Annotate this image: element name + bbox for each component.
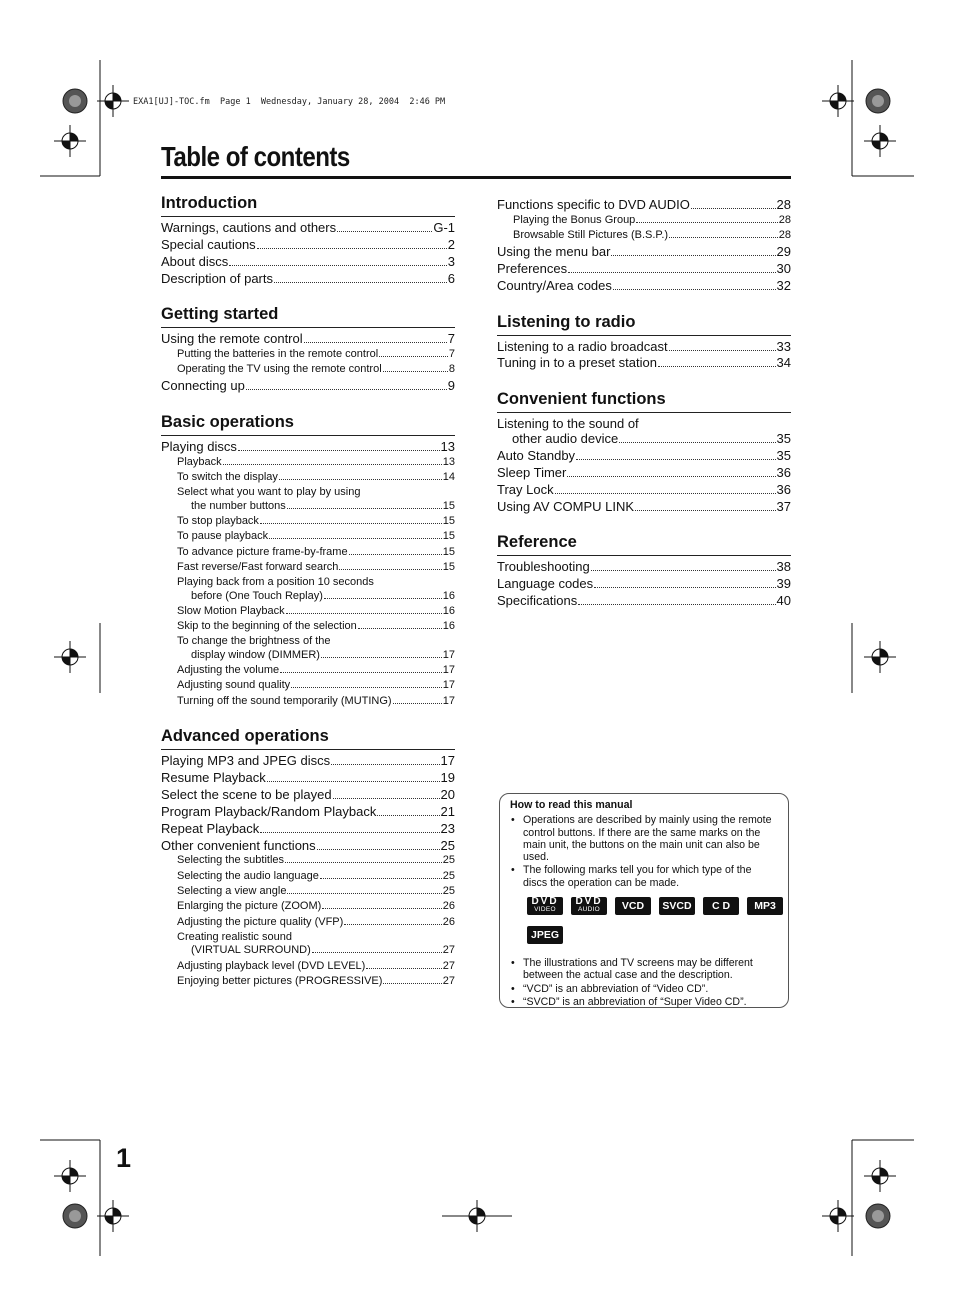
dot-leader bbox=[260, 523, 442, 524]
dot-leader bbox=[344, 924, 441, 925]
toc-entry-text: To switch the display bbox=[177, 470, 278, 483]
disc-badge-label: SVCD bbox=[662, 899, 692, 912]
dot-leader bbox=[669, 350, 776, 351]
dot-leader bbox=[669, 237, 778, 238]
toc-entry bbox=[497, 355, 791, 370]
toc-entry-page: 32 bbox=[776, 278, 791, 294]
toc-entry-text: Tuning in to a preset station bbox=[497, 355, 657, 371]
dot-leader bbox=[358, 628, 442, 629]
toc-entry-text: Adjusting playback level (DVD LEVEL) bbox=[177, 959, 366, 972]
toc-entry bbox=[497, 499, 791, 514]
toc-entry-page: 27 bbox=[442, 974, 455, 987]
toc-entry-text: Country/Area codes bbox=[497, 278, 612, 294]
toc-entry-page: 34 bbox=[776, 355, 791, 371]
toc-entry bbox=[161, 960, 455, 973]
toc-entry bbox=[497, 229, 791, 242]
disc-badge-dvd-video bbox=[527, 897, 563, 915]
toc-entry-text: Selecting a view angle bbox=[177, 885, 287, 898]
toc-entry-text-first-line: Listening to the sound of bbox=[497, 415, 639, 431]
toc-entry bbox=[497, 576, 791, 591]
toc-entry-text: Listening to a radio broadcast bbox=[497, 338, 668, 354]
toc-entry-page: 2 bbox=[447, 236, 455, 252]
disc-badge-vcd bbox=[615, 897, 651, 915]
toc-entry bbox=[497, 416, 791, 447]
toc-entry-page: 33 bbox=[776, 338, 791, 354]
toc-entry bbox=[161, 363, 455, 376]
toc-entry-text: To stop playback bbox=[177, 514, 259, 527]
toc-entry bbox=[161, 605, 455, 618]
toc-entry bbox=[161, 838, 455, 853]
toc-entry bbox=[161, 679, 455, 692]
toc-entry-text: Adjusting the volume bbox=[177, 664, 280, 677]
dot-leader bbox=[349, 554, 442, 555]
toc-entry bbox=[161, 753, 455, 768]
section-heading: Advanced operations bbox=[161, 727, 455, 750]
toc-entry bbox=[161, 854, 455, 867]
toc-entry-page: 23 bbox=[440, 820, 455, 836]
toc-entries bbox=[497, 416, 791, 514]
toc-entry-page: 35 bbox=[776, 447, 791, 463]
how-to-bullet: • The illustrations and TV screens may be different between the actual case and the description. bbox=[510, 957, 778, 982]
toc-entry-text: Select the scene to be played bbox=[161, 786, 332, 802]
toc-entry-page: 25 bbox=[442, 854, 455, 867]
toc-entry-second-line bbox=[497, 431, 791, 446]
dot-leader bbox=[337, 231, 432, 232]
toc-entry-page: 7 bbox=[447, 330, 455, 346]
toc-entry bbox=[161, 271, 455, 286]
toc-entry-text: the number buttons bbox=[191, 499, 286, 512]
dot-leader bbox=[568, 272, 775, 273]
toc-entry-page: 7 bbox=[448, 347, 455, 360]
section-heading: Listening to radio bbox=[497, 313, 791, 336]
dot-leader bbox=[274, 282, 447, 283]
toc-entry-text: Preferences bbox=[497, 261, 568, 277]
dot-leader bbox=[229, 265, 447, 266]
toc-left-column bbox=[161, 194, 455, 1007]
toc-entry bbox=[161, 885, 455, 898]
section-heading: Reference bbox=[497, 533, 791, 556]
toc-entry-page: 16 bbox=[442, 604, 455, 617]
toc-entry bbox=[497, 261, 791, 276]
toc-entry bbox=[161, 515, 455, 528]
dot-leader bbox=[619, 442, 775, 443]
toc-entry-text: Selecting the subtitles bbox=[177, 854, 285, 867]
disc-badge-cd bbox=[703, 897, 739, 915]
toc-entry-text: Using the remote control bbox=[161, 330, 303, 346]
toc-entry-page: 15 bbox=[442, 545, 455, 558]
toc-entry-page: 13 bbox=[440, 438, 455, 454]
dot-leader bbox=[317, 849, 440, 850]
toc-entry bbox=[161, 635, 455, 662]
toc-entry bbox=[161, 870, 455, 883]
disc-type-badges bbox=[527, 897, 787, 951]
toc-entry-text: Resume Playback bbox=[161, 770, 266, 786]
toc-entry bbox=[497, 482, 791, 497]
dot-leader bbox=[267, 781, 440, 782]
toc-entry-text: Playing discs bbox=[161, 438, 237, 454]
toc-entry-page: 40 bbox=[776, 592, 791, 608]
toc-entry-text: Selecting the audio language bbox=[177, 869, 319, 882]
toc-entries bbox=[161, 439, 455, 708]
toc-entry-text: Adjusting sound quality bbox=[177, 679, 291, 692]
section-heading: Getting started bbox=[161, 305, 455, 328]
toc-entry-text: Playback bbox=[177, 455, 222, 468]
dot-leader bbox=[223, 464, 442, 465]
toc-entry-text: Enjoying better pictures (PROGRESSIVE) bbox=[177, 974, 383, 987]
toc-entry bbox=[497, 339, 791, 354]
toc-entry bbox=[161, 348, 455, 361]
dot-leader bbox=[658, 366, 776, 367]
toc-entry-text: (VIRTUAL SURROUND) bbox=[191, 944, 311, 957]
toc-entry-page: 15 bbox=[442, 514, 455, 527]
disc-badge-label: MP3 bbox=[754, 899, 776, 912]
how-to-read-box bbox=[499, 793, 789, 1008]
dot-leader bbox=[257, 248, 447, 249]
dot-leader bbox=[320, 878, 442, 879]
dot-leader bbox=[269, 538, 442, 539]
disc-badge-label: DVD bbox=[531, 896, 559, 908]
toc-entry-text: To pause playback bbox=[177, 530, 269, 543]
toc-entry-text: Functions specific to DVD AUDIO bbox=[497, 197, 690, 212]
toc-entry bbox=[161, 254, 455, 269]
dot-leader bbox=[286, 613, 442, 614]
toc-entry-page: 27 bbox=[442, 959, 455, 972]
toc-entry-text: Playing MP3 and JPEG discs bbox=[161, 753, 331, 769]
toc-entries bbox=[497, 559, 791, 608]
toc-entry-page: 19 bbox=[440, 770, 455, 786]
dot-leader bbox=[280, 672, 442, 673]
toc-entry-text: Connecting up bbox=[161, 378, 245, 394]
disc-badge-jpeg bbox=[527, 926, 563, 944]
dot-leader bbox=[576, 459, 775, 460]
toc-entry-text: To advance picture frame-by-frame bbox=[177, 545, 348, 558]
dot-leader bbox=[611, 255, 775, 256]
toc-entry-page: 20 bbox=[440, 786, 455, 802]
toc-entry bbox=[161, 787, 455, 802]
toc-entry bbox=[161, 220, 455, 235]
toc-entry bbox=[161, 378, 455, 393]
dot-leader bbox=[285, 862, 442, 863]
dot-leader bbox=[287, 508, 442, 509]
section-heading: Convenient functions bbox=[497, 390, 791, 413]
file-header-line: EXA1[UJ]-TOC.fm Page 1 Wednesday, January 28, 2004 2:46 PM bbox=[133, 97, 446, 107]
toc-section bbox=[497, 197, 791, 294]
dot-leader bbox=[291, 687, 442, 688]
dot-leader bbox=[260, 832, 439, 833]
toc-entry-page: 28 bbox=[776, 197, 791, 212]
toc-entries bbox=[497, 197, 791, 294]
toc-entry bbox=[161, 770, 455, 785]
toc-entries bbox=[161, 220, 455, 286]
toc-section bbox=[161, 727, 455, 988]
disc-badge-dvd-audio bbox=[571, 897, 607, 915]
dot-leader bbox=[321, 657, 442, 658]
dot-leader bbox=[366, 968, 441, 969]
dot-leader bbox=[393, 703, 442, 704]
toc-entry-page: 28 bbox=[778, 213, 791, 226]
disc-badge-label: VCD bbox=[621, 899, 645, 912]
toc-entry bbox=[161, 620, 455, 633]
toc-entry bbox=[161, 804, 455, 819]
toc-entry-text: Description of parts bbox=[161, 270, 273, 286]
dot-leader bbox=[636, 222, 777, 223]
toc-entry bbox=[161, 821, 455, 836]
toc-entry bbox=[161, 439, 455, 454]
toc-entry-page: 29 bbox=[776, 244, 791, 260]
how-to-bullet: • The following marks tell you for which type of the discs the operation can be made. bbox=[510, 864, 778, 889]
toc-entry-text: other audio device bbox=[512, 431, 619, 447]
dot-leader bbox=[377, 815, 439, 816]
toc-entry-text: Repeat Playback bbox=[161, 820, 260, 836]
dot-leader bbox=[279, 479, 442, 480]
toc-entry-text: Language codes bbox=[497, 575, 594, 591]
toc-entry bbox=[161, 530, 455, 543]
toc-section bbox=[161, 194, 455, 286]
toc-entry-text: Special cautions bbox=[161, 236, 256, 252]
toc-entry-text: Using the menu bar bbox=[497, 244, 611, 260]
toc-entry-page: 37 bbox=[776, 498, 791, 514]
dot-leader bbox=[379, 356, 448, 357]
toc-right-column bbox=[497, 194, 791, 627]
toc-entry bbox=[161, 916, 455, 929]
toc-entry bbox=[497, 278, 791, 293]
dot-leader bbox=[312, 952, 442, 953]
toc-entry bbox=[497, 197, 791, 212]
toc-entry-page: 17 bbox=[440, 753, 455, 769]
toc-entry-page: G-1 bbox=[433, 220, 455, 235]
toc-entry-text: Slow Motion Playback bbox=[177, 604, 285, 617]
dot-leader bbox=[594, 587, 775, 588]
how-to-bullet: • Operations are described by mainly using the remote control buttons. If there are the same marks on the main unit, the buttons on the main unit can also be used. bbox=[510, 814, 778, 863]
page-title: Table of contents bbox=[161, 141, 350, 172]
toc-entry bbox=[161, 471, 455, 484]
page-number: 1 bbox=[116, 1143, 132, 1173]
toc-entry-page: 15 bbox=[442, 499, 455, 512]
toc-entry-page: 36 bbox=[776, 464, 791, 480]
toc-entry-text-first-line: Select what you want to play by using bbox=[177, 486, 361, 499]
dot-leader bbox=[613, 289, 776, 290]
disc-badge-label: DVD bbox=[575, 896, 603, 908]
toc-entry-text: Troubleshooting bbox=[497, 558, 590, 574]
toc-entry-page: 26 bbox=[442, 900, 455, 913]
dot-leader bbox=[635, 510, 776, 511]
disc-badge-label: JPEG bbox=[530, 928, 559, 941]
toc-entry-page: 17 bbox=[442, 648, 455, 661]
toc-entry-text: Skip to the beginning of the selection bbox=[177, 620, 357, 633]
toc-entry-page: 38 bbox=[776, 558, 791, 574]
disc-badge-sublabel: VIDEO bbox=[534, 906, 556, 914]
dot-leader bbox=[555, 493, 776, 494]
toc-entry-page: 15 bbox=[442, 560, 455, 573]
toc-entry-page: 6 bbox=[447, 270, 455, 286]
section-heading: Introduction bbox=[161, 194, 455, 217]
toc-entry-page: 16 bbox=[442, 589, 455, 602]
toc-entry-page: 28 bbox=[778, 229, 791, 242]
toc-entry bbox=[161, 456, 455, 469]
how-to-bullet: • “SVCD” is an abbreviation of “Super Video CD”. bbox=[510, 996, 778, 1008]
toc-entry bbox=[161, 576, 455, 603]
toc-entry-text: Playing the Bonus Group bbox=[513, 213, 636, 226]
toc-entry-page: 8 bbox=[448, 363, 455, 376]
toc-section bbox=[497, 390, 791, 514]
toc-entry bbox=[497, 465, 791, 480]
toc-section bbox=[497, 533, 791, 608]
toc-entry bbox=[161, 664, 455, 677]
toc-entry-page: 15 bbox=[442, 530, 455, 543]
dot-leader bbox=[322, 908, 441, 909]
toc-entry bbox=[161, 931, 455, 958]
dot-leader bbox=[287, 893, 441, 894]
toc-section bbox=[497, 313, 791, 371]
toc-entry bbox=[497, 559, 791, 574]
toc-entry-page: 3 bbox=[447, 253, 455, 269]
toc-entry-page: 21 bbox=[440, 803, 455, 819]
toc-entry bbox=[497, 593, 791, 608]
toc-entry bbox=[161, 546, 455, 559]
toc-entry-page: 17 bbox=[442, 679, 455, 692]
toc-entry-page: 26 bbox=[442, 915, 455, 928]
disc-badge-mp3 bbox=[747, 897, 783, 915]
dot-leader bbox=[339, 569, 441, 570]
dot-leader bbox=[691, 208, 776, 209]
toc-entry-page: 17 bbox=[442, 694, 455, 707]
dot-leader bbox=[333, 798, 440, 799]
disc-badge-label: C D bbox=[711, 899, 731, 912]
toc-entries bbox=[161, 331, 455, 394]
toc-entry-page: 39 bbox=[776, 575, 791, 591]
dot-leader bbox=[567, 476, 775, 477]
toc-entry-page: 9 bbox=[447, 378, 455, 394]
toc-entry-second-line bbox=[177, 590, 455, 603]
toc-entry-text: Using AV COMPU LINK bbox=[497, 498, 635, 514]
toc-entry bbox=[161, 561, 455, 574]
toc-entry-page: 17 bbox=[442, 664, 455, 677]
toc-entry-text: Adjusting the picture quality (VFP) bbox=[177, 915, 344, 928]
toc-entry-text: Warnings, cautions and others bbox=[161, 220, 337, 235]
toc-entry-text: Putting the batteries in the remote control bbox=[177, 347, 379, 360]
toc-entry-page: 30 bbox=[776, 261, 791, 277]
toc-entries bbox=[161, 753, 455, 988]
toc-entry-page: 25 bbox=[442, 869, 455, 882]
toc-entry-page: 36 bbox=[776, 481, 791, 497]
dot-leader bbox=[238, 450, 440, 451]
toc-entry bbox=[497, 448, 791, 463]
toc-entry-text: Enlarging the picture (ZOOM) bbox=[177, 900, 322, 913]
toc-entry-second-line bbox=[177, 944, 455, 957]
toc-entry-text: About discs bbox=[161, 253, 229, 269]
toc-entry-page: 14 bbox=[442, 470, 455, 483]
how-to-bullet: • “VCD” is an abbreviation of “Video CD”. bbox=[510, 983, 778, 995]
toc-entry-page: 27 bbox=[442, 944, 455, 957]
disc-badge-svcd bbox=[659, 897, 695, 915]
toc-entries bbox=[497, 339, 791, 371]
how-to-title: How to read this manual bbox=[510, 799, 633, 811]
toc-entry-text-first-line: Creating realistic sound bbox=[177, 930, 292, 943]
toc-entry bbox=[161, 237, 455, 252]
toc-entry-page: 35 bbox=[776, 431, 791, 447]
toc-entry bbox=[161, 331, 455, 346]
toc-entry bbox=[161, 486, 455, 513]
toc-entry-text: display window (DIMMER) bbox=[191, 648, 320, 661]
toc-entry-text: Other convenient functions bbox=[161, 837, 316, 853]
dot-leader bbox=[324, 598, 442, 599]
title-rule bbox=[161, 176, 791, 179]
toc-entry-text: Turning off the sound temporarily (MUTING) bbox=[177, 694, 392, 707]
toc-entry-text: Operating the TV using the remote control bbox=[177, 363, 382, 376]
toc-entry-text: Specifications bbox=[497, 592, 578, 608]
toc-entry-text: Browsable Still Pictures (B.S.P.) bbox=[513, 229, 669, 242]
toc-entry bbox=[497, 244, 791, 259]
dot-leader bbox=[383, 983, 441, 984]
toc-entry bbox=[161, 900, 455, 913]
toc-entry-text: Tray Lock bbox=[497, 481, 554, 497]
dot-leader bbox=[591, 570, 776, 571]
toc-entry-second-line bbox=[177, 649, 455, 662]
how-to-bullets-bottom bbox=[510, 957, 778, 1008]
how-to-bullets-top bbox=[510, 814, 778, 889]
toc-section bbox=[161, 413, 455, 708]
dot-leader bbox=[331, 764, 439, 765]
toc-entry-text: Fast reverse/Fast forward search bbox=[177, 560, 339, 573]
dot-leader bbox=[578, 604, 775, 605]
toc-entry-text: Sleep Timer bbox=[497, 464, 567, 480]
toc-entry-second-line bbox=[177, 500, 455, 513]
disc-badge-sublabel: AUDIO bbox=[577, 906, 601, 914]
toc-entry bbox=[161, 695, 455, 708]
dot-leader bbox=[246, 389, 447, 390]
toc-entry bbox=[161, 975, 455, 988]
toc-entry-page: 25 bbox=[442, 885, 455, 898]
toc-entry-text-first-line: To change the brightness of the bbox=[177, 635, 331, 648]
toc-entry-text: before (One Touch Replay) bbox=[191, 589, 323, 602]
toc-entry-page: 16 bbox=[442, 620, 455, 633]
toc-entry-page: 13 bbox=[442, 455, 455, 468]
toc-entry bbox=[497, 214, 791, 227]
toc-entry-text: Auto Standby bbox=[497, 447, 576, 463]
section-heading: Basic operations bbox=[161, 413, 455, 436]
dot-leader bbox=[383, 371, 448, 372]
toc-entry-page: 25 bbox=[440, 837, 455, 853]
toc-section bbox=[161, 305, 455, 394]
toc-entry-text: Program Playback/Random Playback bbox=[161, 803, 377, 819]
dot-leader bbox=[304, 342, 447, 343]
toc-entry-text-first-line: Playing back from a position 10 seconds bbox=[177, 576, 374, 589]
